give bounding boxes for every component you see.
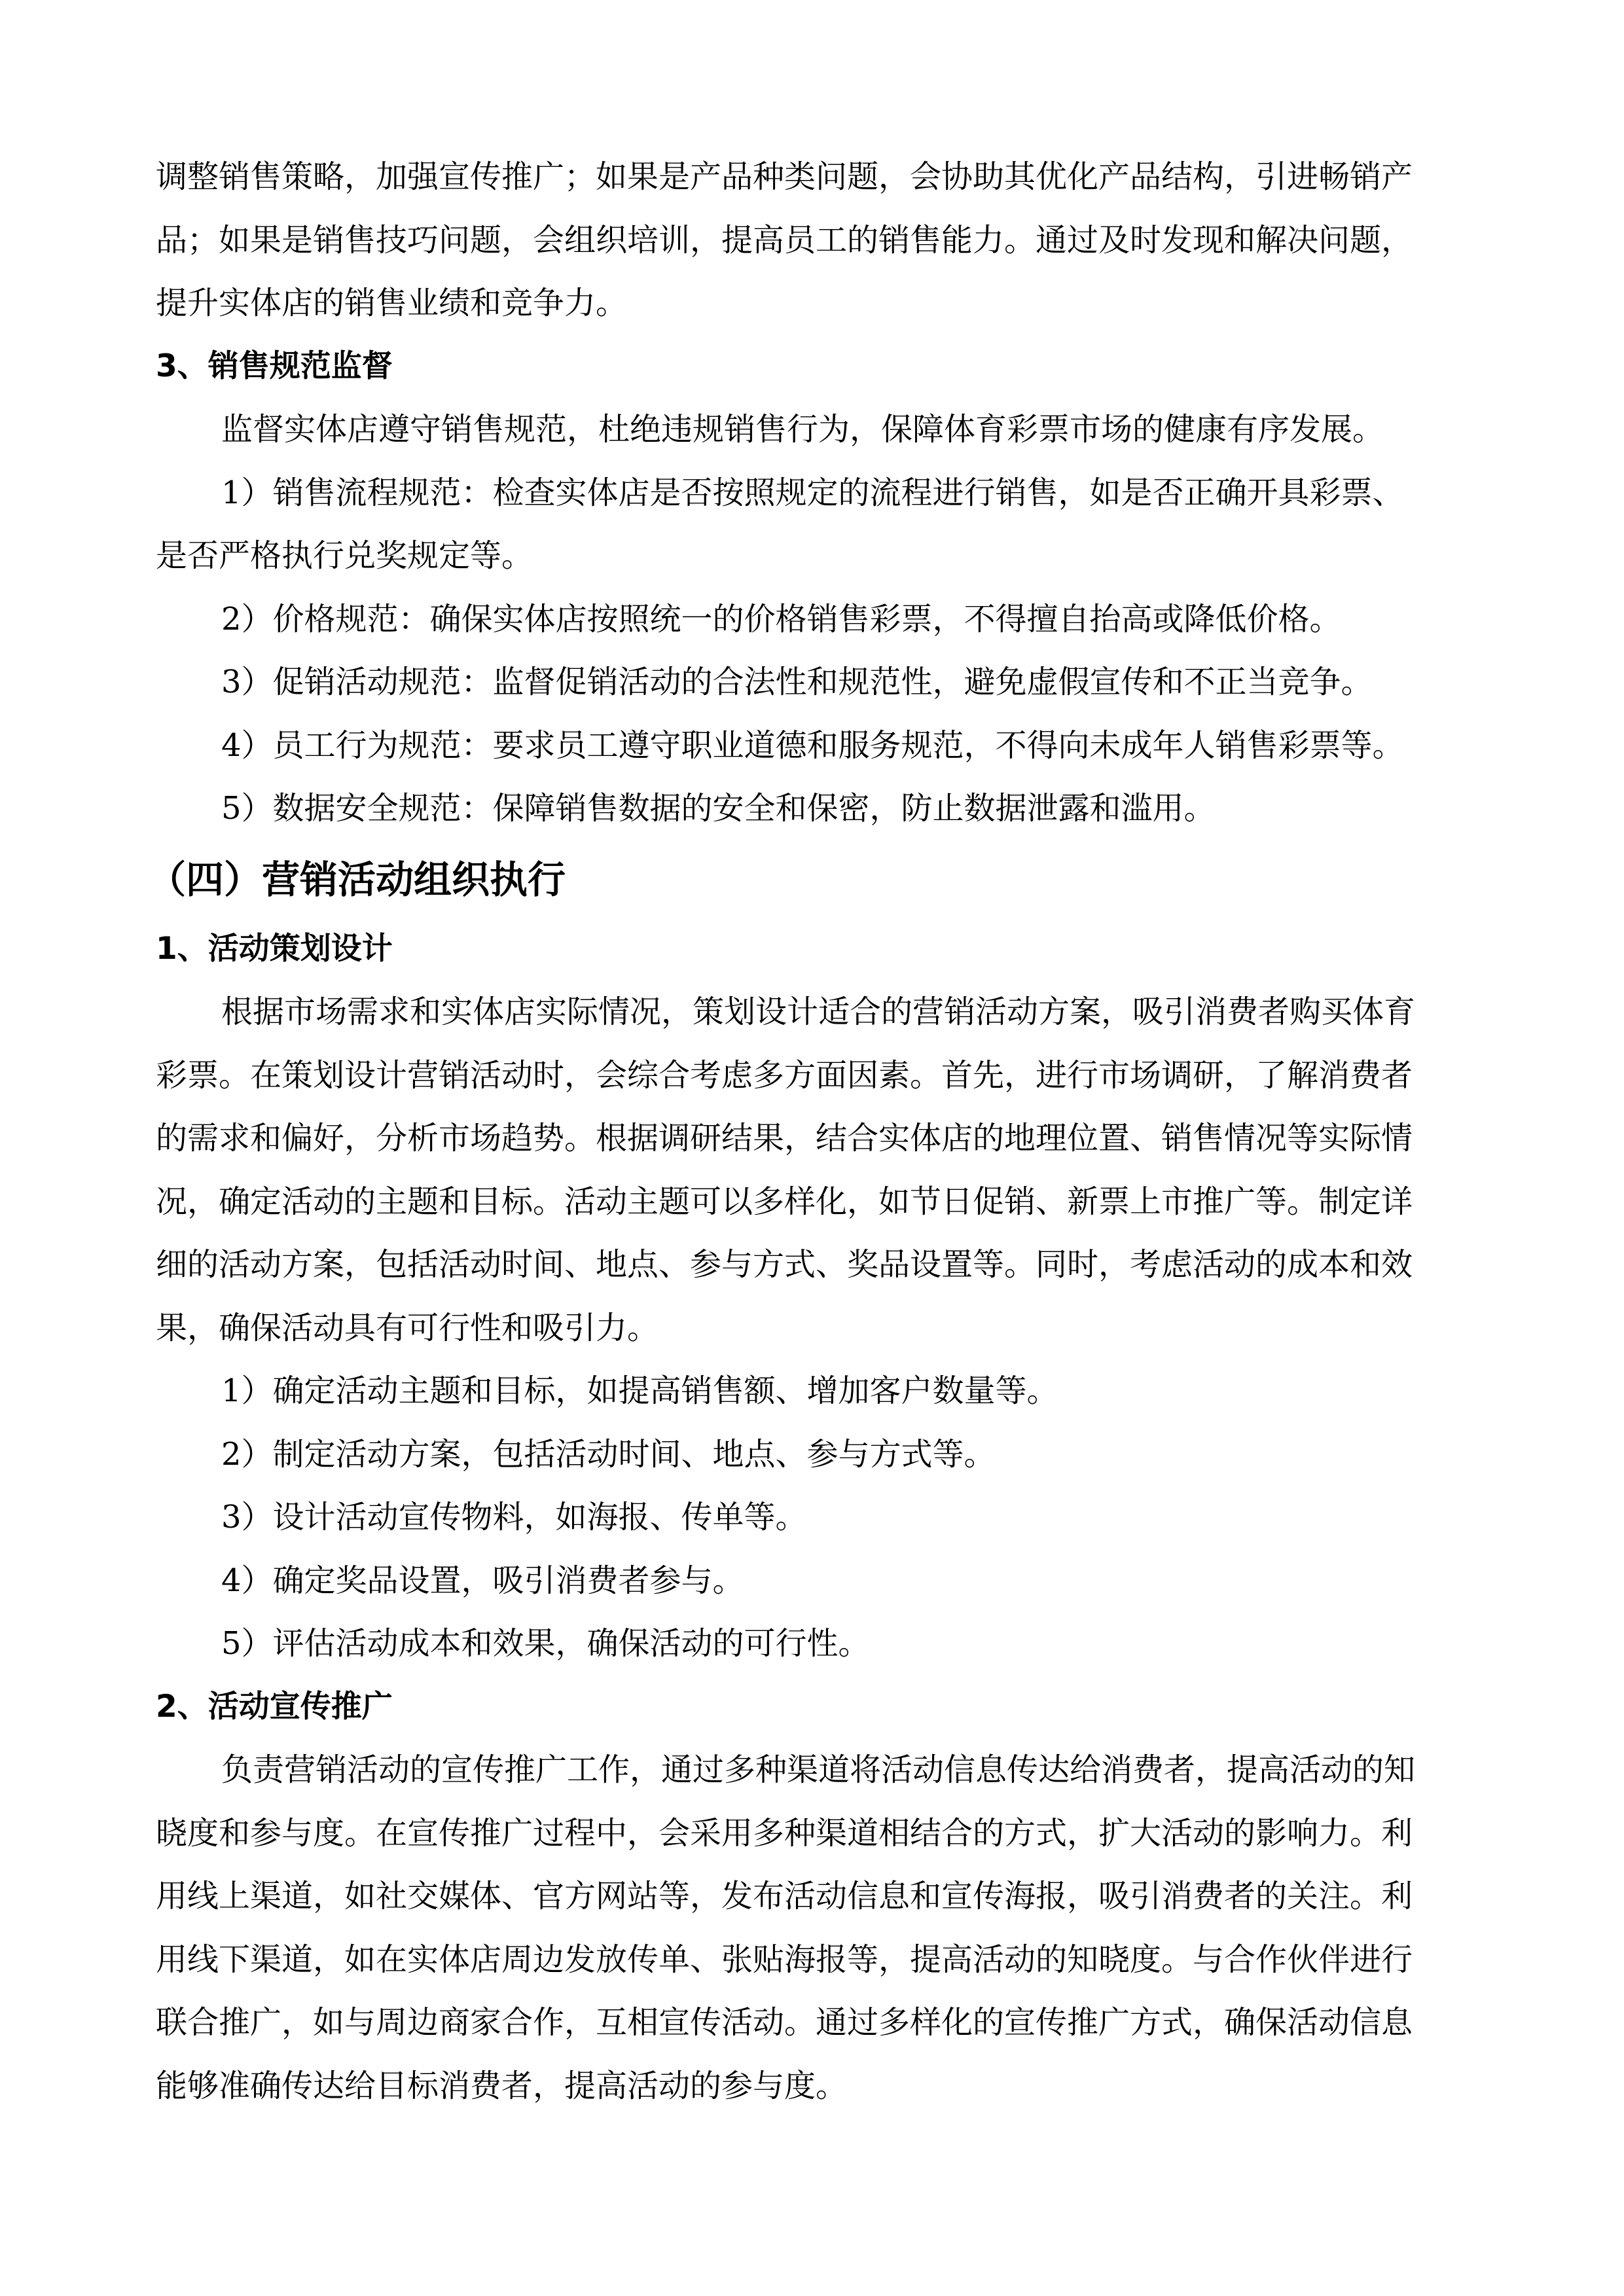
list-item-data-security: [156, 777, 1468, 840]
list-item-promo-materials: [156, 1486, 1468, 1549]
heading-sales-regulation-supervision: 3、销售规范监督: [156, 348, 393, 384]
text-line: 品；如果是销售技巧问题，会组织培训，提高员工的销售能力。通过及时发现和解决问题，: [156, 221, 1413, 259]
heading-activity-planning: 1、活动策划设计: [156, 930, 393, 967]
list-item-sales-process: [156, 461, 1468, 588]
heading-marketing-activity-execution: （四）营销活动组织执行: [148, 857, 566, 902]
text-line: 1）销售流程规范：检查实体店是否按照规定的流程进行销售，如是否正确开具彩票、: [221, 474, 1404, 511]
text-line: 3）促销活动规范：监督促销活动的合法性和规范性，避免虚假宣传和不正当竞争。: [221, 664, 1373, 700]
text-line: 的需求和偏好，分析市场趋势。根据调研结果，结合实体店的地理位置、销售情况等实际情: [156, 1120, 1413, 1157]
list-item-staff-behavior: [156, 714, 1468, 778]
text-line: 用线下渠道，如在实体店周边发放传单、张贴海报等，提高活动的知晓度。与合作伙伴进行: [156, 1941, 1413, 1978]
text-line: 彩票。在策划设计营销活动时，会综合考虑多方面因素。首先，进行市场调研，了解消费者: [156, 1056, 1413, 1094]
text-line: 调整销售策略，加强宣传推广；如果是产品种类问题，会协助其优化产品结构，引进畅销产: [156, 158, 1413, 195]
text-line: 根据市场需求和实体店实际情况，策划设计适合的营销活动方案，吸引消费者购买体育: [221, 994, 1416, 1030]
text-line: 1）确定活动主题和目标，如提高销售额、增加客户数量等。: [221, 1372, 1058, 1409]
list-item-promotion: [156, 651, 1468, 714]
text-line: 4）员工行为规范：要求员工遵守职业道德和服务规范，不得向未成年人销售彩票等。: [221, 726, 1404, 764]
text-line: 是否严格执行兑奖规定等。: [156, 537, 533, 574]
text-line: 2）价格规范：确保实体店按照统一的价格销售彩票，不得擅自抬高或降低价格。: [221, 600, 1341, 637]
text-line: 用线上渠道，如社交媒体、官方网站等，发布活动信息和宣传海报，吸引消费者的关注。利: [156, 1878, 1413, 1914]
text-line: 细的活动方案，包括活动时间、地点、参与方式、奖品设置等。同时，考虑活动的成本和效: [156, 1246, 1413, 1283]
text-line: 提升实体店的销售业绩和竞争力。: [156, 285, 628, 321]
paragraph-activity-promotion: [156, 1738, 1468, 2117]
text-line: 晓度和参与度。在宣传推广过程中，会采用多种渠道相结合的方式，扩大活动的影响力。利: [156, 1814, 1413, 1852]
text-line: 况，确定活动的主题和目标。活动主题可以多样化，如节日促销、新票上市推广等。制定详: [156, 1183, 1413, 1220]
text-line: 监督实体店遵守销售规范，杜绝违规销售行为，保障体育彩票市场的健康有序发展。: [221, 411, 1384, 448]
text-line: 联合推广，如与周边商家合作，互相宣传活动。通过多样化的宣传推广方式，确保活动信息: [156, 2004, 1413, 2041]
text-line: 5）数据安全规范：保障销售数据的安全和保密，防止数据泄露和滥用。: [221, 790, 1216, 827]
list-item-prizes: [156, 1549, 1468, 1613]
list-item-activity-plan: [156, 1423, 1468, 1486]
list-item-evaluate-cost: [156, 1612, 1468, 1676]
text-line: 负责营销活动的宣传推广工作，通过多种渠道将活动信息传达给消费者，提高活动的知: [221, 1751, 1416, 1788]
text-line: 4）确定奖品设置，吸引消费者参与。: [221, 1562, 744, 1599]
text-line: 3）设计活动宣传物料，如海报、传单等。: [221, 1499, 807, 1535]
list-item-theme-goal: [156, 1359, 1468, 1423]
text-line: 5）评估活动成本和效果，确保活动的可行性。: [221, 1625, 870, 1662]
document-page: [148, 145, 1468, 2117]
heading-activity-promotion: 2、活动宣传推广: [156, 1688, 393, 1725]
text-line: 果，确保活动具有可行性和吸引力。: [156, 1309, 659, 1346]
paragraph-activity-planning: [156, 980, 1468, 1359]
list-item-price: [156, 588, 1468, 651]
paragraph-sales-adjustment: [156, 145, 1468, 335]
paragraph-regulation-intro: [156, 398, 1468, 461]
text-line: 2）制定活动方案，包括活动时间、地点、参与方式等。: [221, 1435, 996, 1473]
text-line: 能够准确传达给目标消费者，提高活动的参与度。: [156, 2067, 848, 2104]
